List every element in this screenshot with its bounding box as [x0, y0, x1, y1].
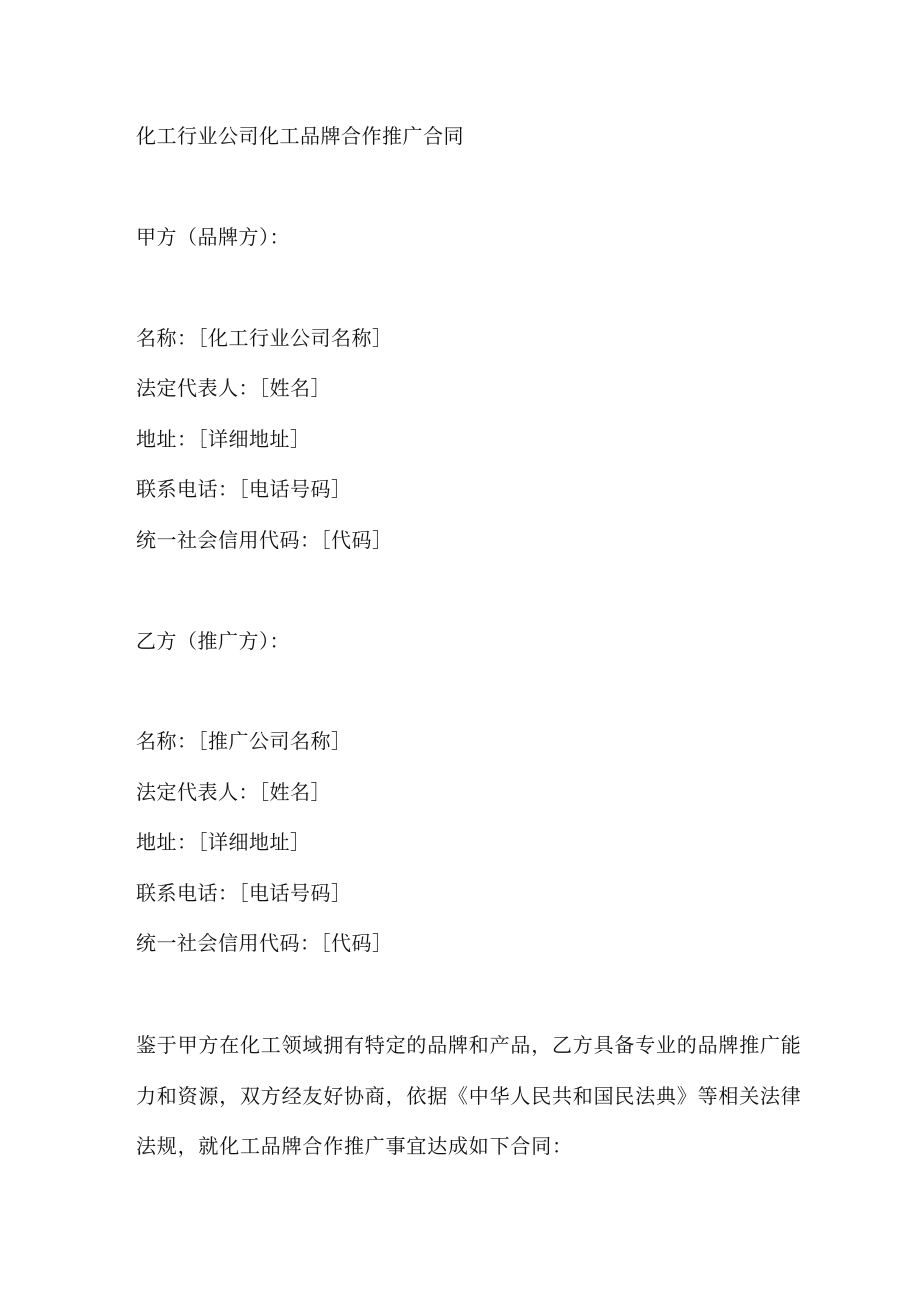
party-b-name: 名称：［推广公司名称］ [136, 729, 352, 753]
party-a-heading: 甲方（品牌方）： [136, 225, 290, 249]
contract-title: 化工行业公司化工品牌合作推广合同 [136, 124, 464, 148]
party-a-legal-rep: 法定代表人：［姓名］ [136, 376, 331, 400]
party-b-address: 地址：［详细地址］ [136, 830, 311, 854]
party-b-heading: 乙方（推广方）： [136, 629, 290, 653]
party-a-credit-code: 统一社会信用代码：［代码］ [136, 528, 393, 552]
party-b-credit-code: 统一社会信用代码：［代码］ [136, 931, 393, 955]
party-b-phone: 联系电话：［电话号码］ [136, 881, 352, 905]
party-a-phone: 联系电话：［电话号码］ [136, 477, 352, 501]
preamble-line: 法规，就化工品牌合作推广事宜达成如下合同： [136, 1134, 573, 1158]
party-a-address: 地址：［详细地址］ [136, 427, 311, 451]
preamble-line: 力和资源，双方经友好协商，依据《中华人民共和国民法典》等相关法律 [136, 1083, 802, 1108]
party-b-legal-rep: 法定代表人：［姓名］ [136, 780, 331, 804]
party-a-name: 名称：［化工行业公司名称］ [136, 326, 393, 350]
preamble-paragraph [136, 1020, 802, 1172]
preamble-line: 鉴于甲方在化工领域拥有特定的品牌和产品，乙方具备专业的品牌推广能 [136, 1033, 802, 1057]
